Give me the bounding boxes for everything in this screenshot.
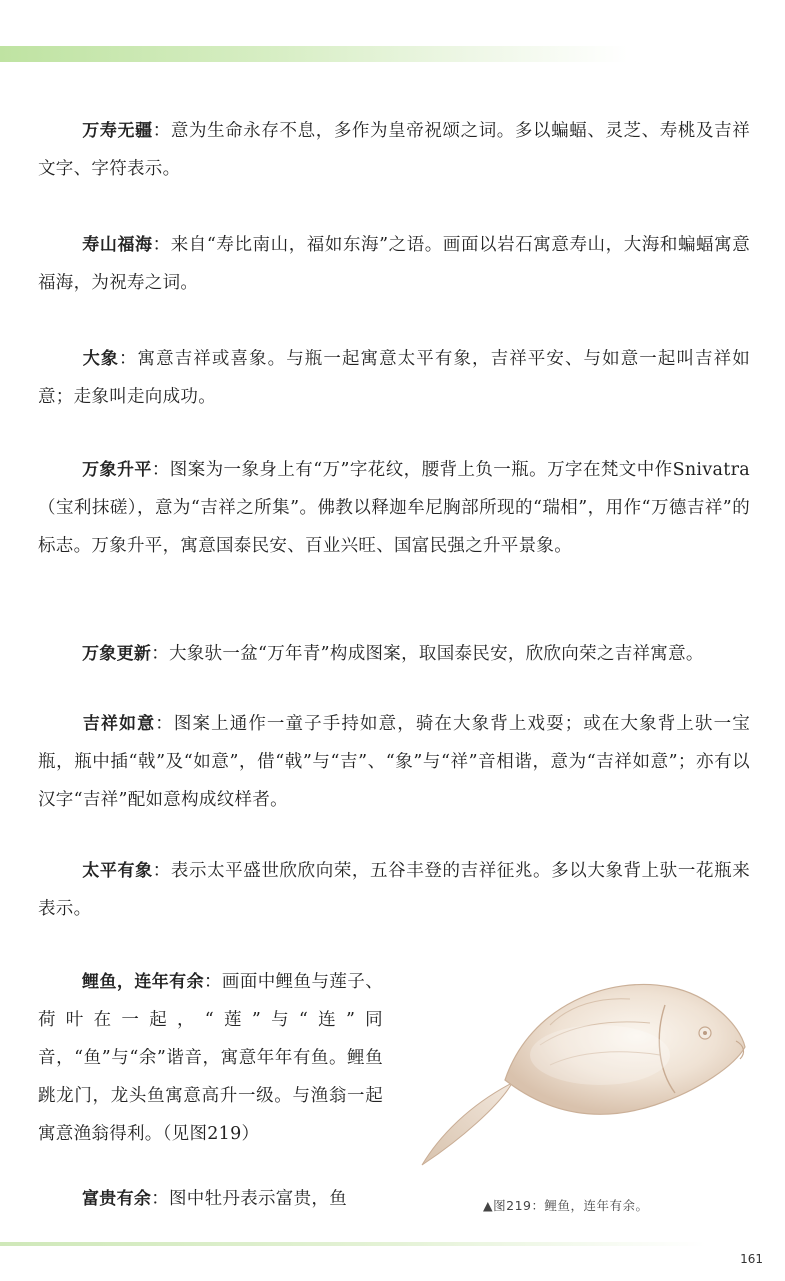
header-decoration-bar xyxy=(0,46,785,62)
entry-taiping-youxiang xyxy=(38,852,750,928)
entry-wanxiang-gengxin xyxy=(38,635,750,673)
entry-jixiang-ruyi xyxy=(38,705,750,819)
entry-term: 富贵有余 xyxy=(82,1189,152,1209)
entry-fugui-youyu xyxy=(38,1180,383,1218)
page-number: 161 xyxy=(740,1252,763,1266)
entry-wanshou-wujiang xyxy=(38,112,750,188)
jade-carp-image xyxy=(400,965,760,1190)
entry-text: ：图中牡丹表示富贵，鱼 xyxy=(151,1189,348,1209)
figure-caption: ▲图219：鲤鱼，连年有余。 xyxy=(483,1198,649,1213)
entry-text: ：寓意吉祥或喜象。与瓶一起寓意太平有象，吉祥平安、与如意一起叫吉祥如意；走象叫走向成功。 xyxy=(38,349,750,407)
entry-text: ：画面中鲤鱼与莲子、荷叶在一起，“莲”与“连”同音，“鱼”与“余”谐音，寓意年年有鱼。鲤鱼跳龙门，龙头鱼寓意高升一级。与渔翁一起寓意渔翁得利。（见图219） xyxy=(38,972,384,1144)
entry-text: ：图案上通作一童子手持如意，骑在大象背上戏耍；或在大象背上驮一宝瓶，瓶中插“戟”及“如意”，借“戟”与“吉”、“象”与“祥”音相谐，意为“吉祥如意”；亦有以汉字“吉祥”配如意构成纹样者。 xyxy=(38,714,750,810)
entry-term: 万寿无疆 xyxy=(82,121,153,141)
entry-term: 寿山福海 xyxy=(82,235,153,255)
entry-text: ：来自“寿比南山，福如东海”之语。画面以岩石寓意寿山，大海和蝙蝠寓意福海，为祝寿之词。 xyxy=(38,235,750,293)
entry-text: ：图案为一象身上有“万”字花纹，腰背上负一瓶。万字在梵文中作Snivatra（宝利抹磋），意为“吉祥之所集”。佛教以释迦牟尼胸部所现的“瑞相”，用作“万德吉祥”的标志。万象升平，寓意国泰民安、百业兴旺、国富民强之升平景象。 xyxy=(38,460,750,556)
entry-term: 万象升平 xyxy=(82,460,152,480)
entry-liyu-liannian-youyu xyxy=(38,963,383,1153)
entry-text: ：意为生命永存不息，多作为皇帝祝颂之词。多以蝙蝠、灵芝、寿桃及吉祥文字、字符表示。 xyxy=(38,121,750,179)
footer-decoration-line xyxy=(0,1242,785,1246)
entry-term: 大象 xyxy=(82,349,119,369)
entry-term: 太平有象 xyxy=(82,861,153,881)
entry-daxiang xyxy=(38,340,750,416)
entry-shoushan-fuhai xyxy=(38,226,750,302)
entry-term: 吉祥如意 xyxy=(82,714,156,734)
entry-wanxiang-shengping xyxy=(38,451,750,565)
entry-text: ：大象驮一盆“万年青”构成图案，取国泰民安，欣欣向荣之吉祥寓意。 xyxy=(151,644,704,664)
entry-term: 鲤鱼，连年有余 xyxy=(82,972,204,992)
entry-text: ：表示太平盛世欣欣向荣，五谷丰登的吉祥征兆。多以大象背上驮一花瓶来表示。 xyxy=(38,861,750,919)
entry-term: 万象更新 xyxy=(82,644,152,664)
